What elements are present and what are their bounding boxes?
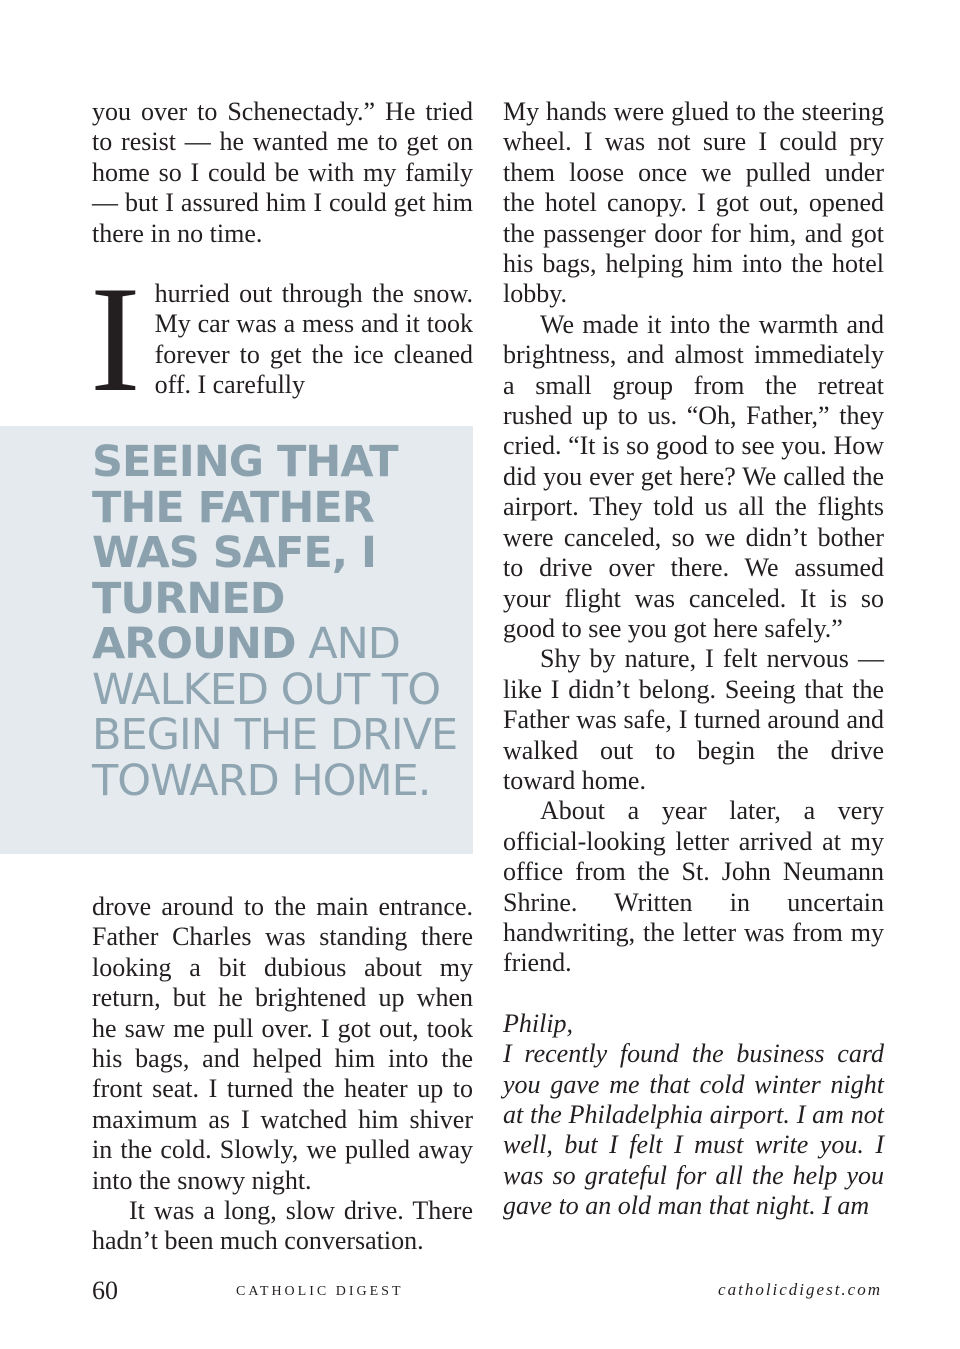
body-paragraph: you over to Schenectady.” He tried to resist — he wanted me to get on home so I could be with my family — but I assured him I could get him there in no time. xyxy=(92,97,473,248)
dropcap-paragraph xyxy=(90,255,473,424)
pull-quote-light: AND WALKED OUT TO BEGIN THE DRIVE TOWARD HOME. xyxy=(92,619,458,806)
right-column xyxy=(503,97,884,1222)
body-paragraph: My hands were glued to the steering wheel. I was not sure I could pry them loose once we pulled under the hotel canopy. I got out, opened the passenger door for him, and got his bags, helping him into the hotel lobby. xyxy=(503,97,884,309)
publication-name: CATHOLIC DIGEST xyxy=(236,1284,404,1299)
website-url: catholicdigest.com xyxy=(718,1280,882,1299)
page-number: 60 xyxy=(92,1276,118,1305)
drop-cap: I xyxy=(90,255,141,424)
letter-body: I recently found the business card you gave me that cold winter night at the Philadelphia airport. I am not well, but I felt I must write you. I was so grateful for all the help you gave to an old man that night. I am xyxy=(503,1039,884,1221)
body-paragraph: drove around to the main entrance. Father Charles was standing there looking a bit dubious about my return, but he brightened up when he saw me pull over. I got out, took his bags, and helped him into the front seat. I turned the heater up to maximum as I watched him shiver in the cold. Slowly, we pulled away into the snowy night. xyxy=(92,892,473,1195)
left-column-bottom xyxy=(92,892,473,1257)
body-paragraph: Shy by nature, I felt nervous — like I didn’t belong. Seeing that the Father was safe, I turned around and walked out to begin the drive toward home. xyxy=(503,644,884,795)
body-paragraph: We made it into the warmth and brightness, and almost immediately a small group from the retreat rushed up to us. “Oh, Father,” they cried. “It is so good to see you. How did you ever get here? We called the airport. They told us all the flights were canceled, so we didn’t bother to drive over there. We assumed your flight was canceled. It is so good to see you got here safely.” xyxy=(503,309,884,643)
pull-quote-bold: SEEING THAT THE FATHER WAS SAFE, I TURNED AROUND xyxy=(92,437,398,669)
pull-quote xyxy=(92,437,462,806)
dropcap-paragraph-text: hurried out through the snow. My car was a mess and it took forever to get the ice cleaned off. I carefully xyxy=(154,279,473,400)
body-paragraph: About a year later, a very official-looking letter arrived at my office from the St. John Neumann Shrine. Written in uncertain handwriting, the letter was from my friend. xyxy=(503,796,884,978)
left-column-top xyxy=(90,97,473,424)
letter-salutation: Philip, xyxy=(503,1008,574,1038)
letter-excerpt xyxy=(503,1009,884,1222)
body-paragraph: It was a long, slow drive. There hadn’t been much conversation. xyxy=(92,1196,473,1256)
